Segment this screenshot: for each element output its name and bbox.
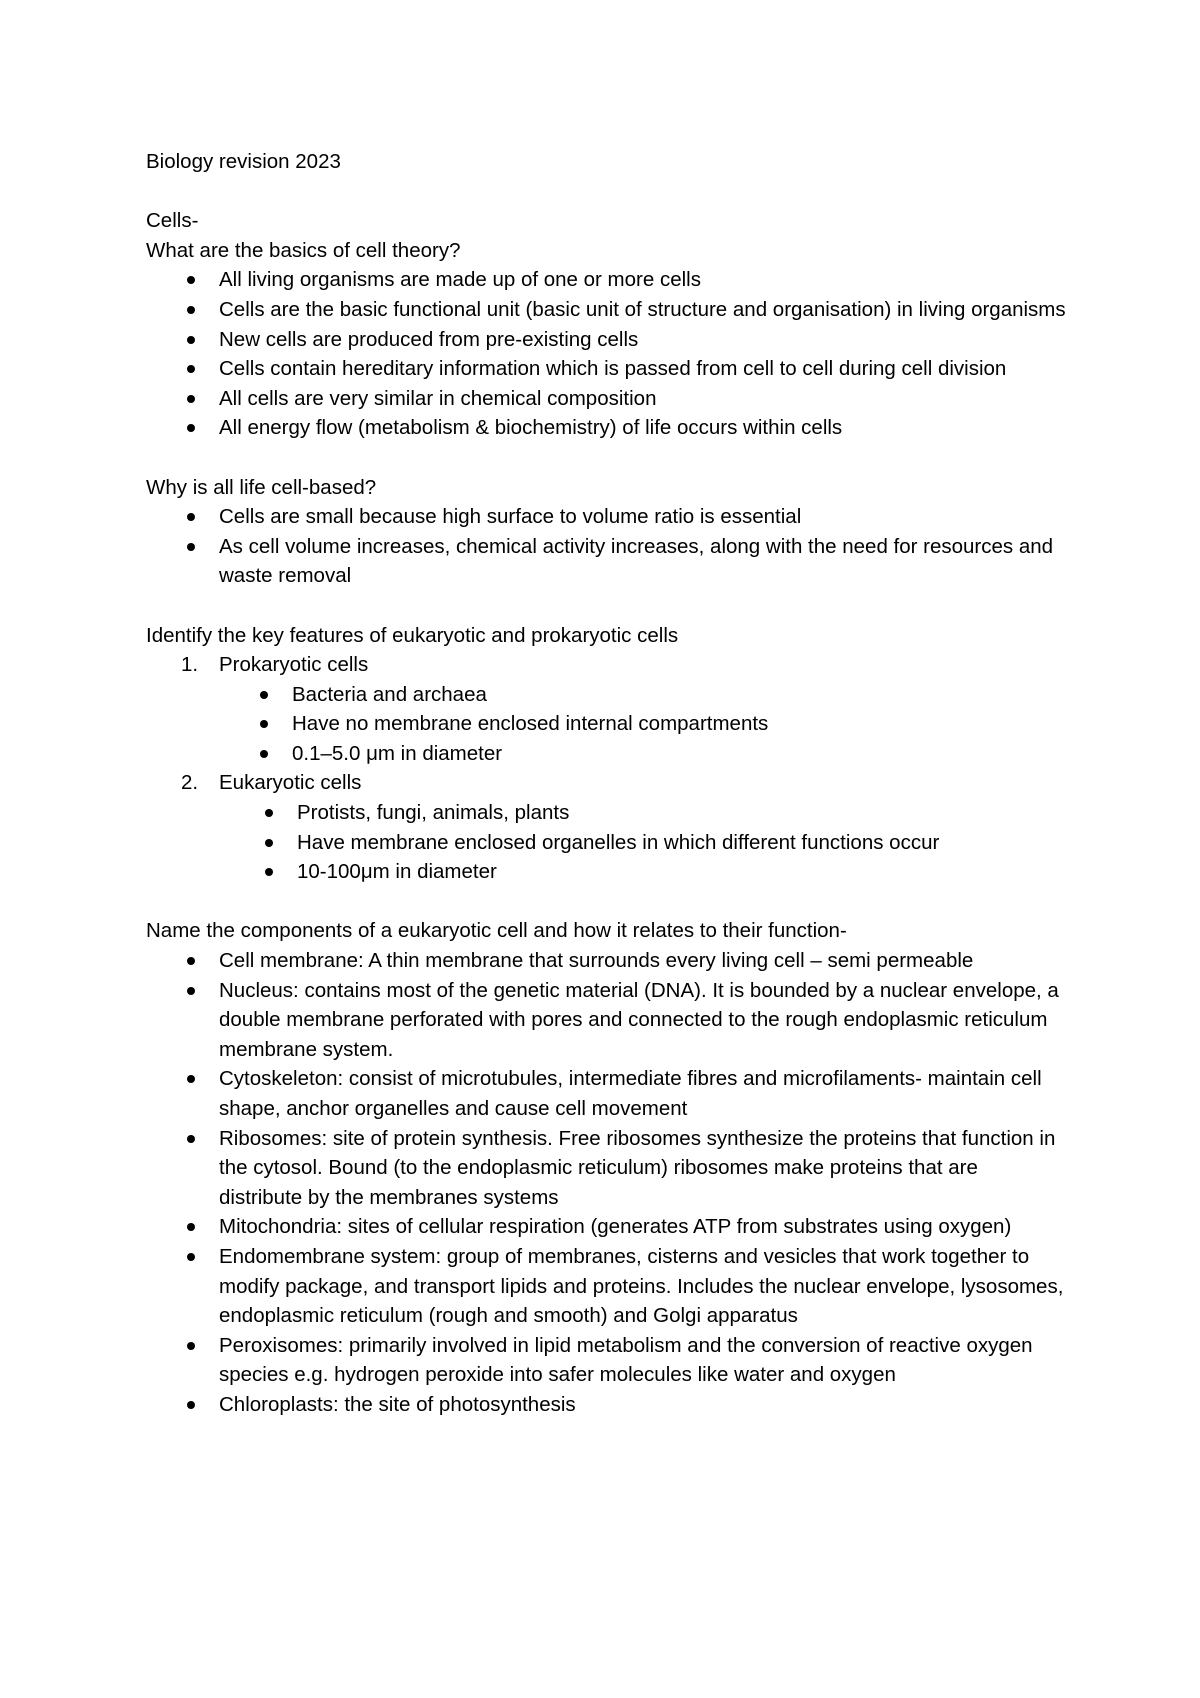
list-item: Peroxisomes: primarily involved in lipid metabolism and the conversion of reactive oxygen species e.g. hydrogen peroxide into safer molecules like water and oxygen: [146, 1331, 1066, 1390]
list-item: Mitochondria: sites of cellular respiration (generates ATP from substrates using oxygen): [146, 1212, 1066, 1242]
section-heading: Cells-: [146, 209, 199, 233]
question-key-features: Identify the key features of eukaryotic and prokaryotic cells: [146, 623, 679, 647]
list-item: Protists, fungi, animals, plants: [146, 798, 1066, 828]
list-item: As cell volume increases, chemical activity increases, along with the need for resources and waste removal: [146, 532, 1066, 591]
list-item: Cells are small because high surface to volume ratio is essential: [146, 502, 1066, 532]
eukaryotic-features-list: [146, 798, 1066, 887]
list-item: Bacteria and archaea: [146, 680, 1066, 710]
list-item: Nucleus: contains most of the genetic material (DNA). It is bounded by a nuclear envelope, a double membrane perforated with pores and connected to the rough endoplasmic reticulum membrane system.: [146, 976, 1066, 1065]
question-components: Name the components of a eukaryotic cell and how it relates to their function-: [146, 919, 847, 943]
blank-line: [146, 177, 1066, 207]
document-body: [146, 147, 1066, 1420]
cell-theory-list: [146, 265, 1066, 443]
list-item: All cells are very similar in chemical composition: [146, 384, 1066, 414]
item-number: 1.: [181, 653, 199, 677]
list-item: Have no membrane enclosed internal compartments: [146, 709, 1066, 739]
list-item: Have membrane enclosed organelles in which different functions occur: [146, 828, 1066, 858]
list-item: All living organisms are made up of one or more cells: [146, 265, 1066, 295]
question-cell-based: Why is all life cell-based?: [146, 475, 377, 499]
list-item: Cells contain hereditary information which is passed from cell to cell during cell division: [146, 354, 1066, 384]
item-number: 2.: [181, 771, 199, 795]
list-item: 0.1–5.0 μm in diameter: [146, 739, 1066, 769]
question-cell-theory: What are the basics of cell theory?: [146, 238, 461, 262]
cell-based-list: [146, 502, 1066, 591]
blank-line: [146, 591, 1066, 621]
item-label: Eukaryotic cells: [219, 771, 362, 795]
numbered-item-prokaryotic: [146, 650, 1066, 768]
blank-line: [146, 887, 1066, 917]
list-item: 10-100μm in diameter: [146, 857, 1066, 887]
components-list: [146, 946, 1066, 1420]
list-item: Ribosomes: site of protein synthesis. Free ribosomes synthesize the proteins that function in the cytosol. Bound (to the endoplasmic reticulum) ribosomes make proteins that are distribute by the membranes systems: [146, 1124, 1066, 1213]
list-item: Cell membrane: A thin membrane that surrounds every living cell – semi permeable: [146, 946, 1066, 976]
list-item: All energy flow (metabolism & biochemistry) of life occurs within cells: [146, 413, 1066, 443]
document-title: Biology revision 2023: [146, 150, 341, 173]
list-item: New cells are produced from pre-existing cells: [146, 325, 1066, 355]
list-item: Endomembrane system: group of membranes, cisterns and vesicles that work together to modify package, and transport lipids and proteins. Includes the nuclear envelope, lysosomes, endoplasmic reticulum (rough and smooth) and Golgi apparatus: [146, 1242, 1066, 1331]
prokaryotic-features-list: [146, 680, 1066, 769]
numbered-item-eukaryotic: [146, 768, 1066, 886]
list-item: Cytoskeleton: consist of microtubules, intermediate fibres and microfilaments- maintain cell shape, anchor organelles and cause cell movement: [146, 1064, 1066, 1123]
list-item: Cells are the basic functional unit (basic unit of structure and organisation) in living organisms: [146, 295, 1066, 325]
item-label: Prokaryotic cells: [219, 653, 369, 677]
list-item: Chloroplasts: the site of photosynthesis: [146, 1390, 1066, 1420]
cell-types-list: [146, 650, 1066, 887]
blank-line: [146, 443, 1066, 473]
